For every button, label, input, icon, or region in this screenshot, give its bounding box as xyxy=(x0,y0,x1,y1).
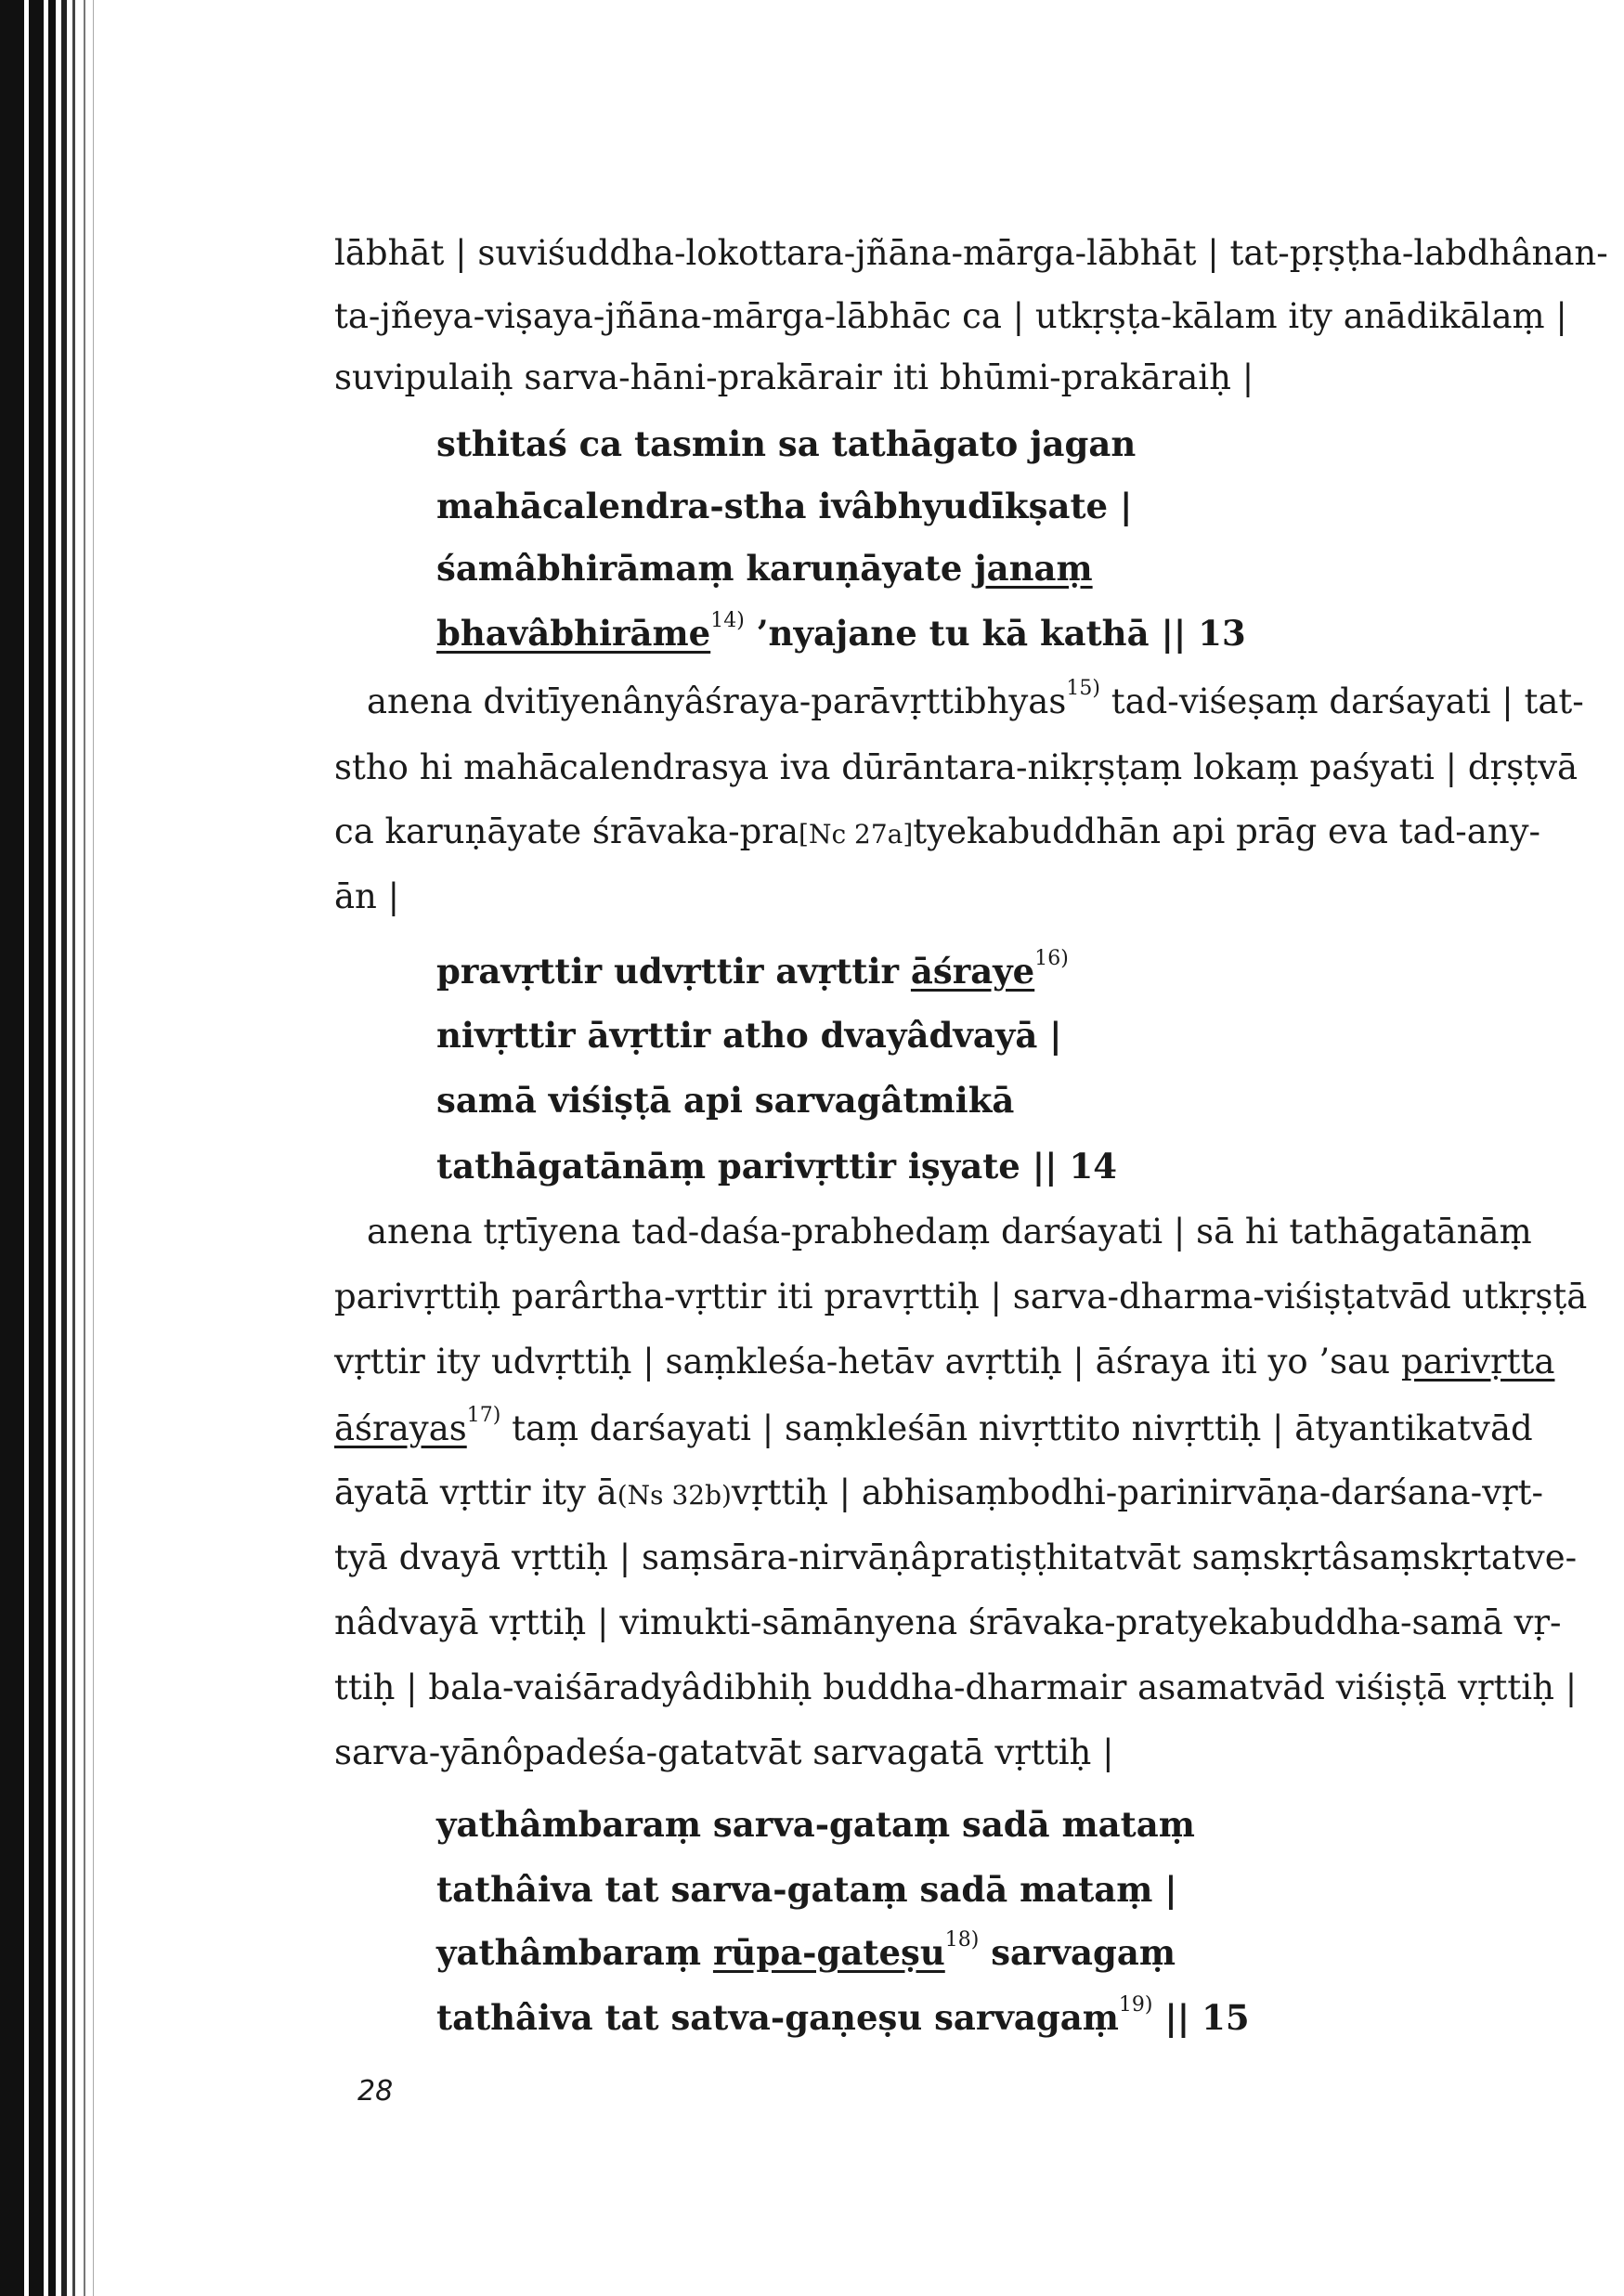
text-line: tyā dvayā vṛttiḥ | saṃsāra-nirvāṇâpratiṣṭhitatvāt saṃskṛtâsaṃskṛtatve- xyxy=(334,1537,1578,1577)
text-line: ān | xyxy=(334,876,400,916)
text-line: ta-jñeya-viṣaya-jñāna-mārga-lābhāc ca | utkṛṣṭa-kālam ity anādikālaṃ | xyxy=(334,296,1567,336)
manuscript-ref: (Ns 32b) xyxy=(617,1480,732,1511)
manuscript-ref: [Nc 27a] xyxy=(799,819,914,850)
text-line: suvipulaiḥ sarva-hāni-prakārair iti bhūmi-prakāraiḥ | xyxy=(334,357,1254,397)
text-line: ttiḥ | bala-vaiśāradyâdibhiḥ buddha-dharmair asamatvād viśiṣṭā vṛttiḥ | xyxy=(334,1667,1578,1707)
verse-line: tathâiva tat sarva-gataṃ sadā mataṃ | xyxy=(436,1869,1177,1910)
text-line: nâdvayā vṛttiḥ | vimukti-sāmānyena śrāvaka-pratyekabuddha-samā vṛ- xyxy=(334,1602,1562,1642)
footnote-marker: 19) xyxy=(1118,1993,1153,2017)
text-line: parivṛttiḥ parârtha-vṛttir iti pravṛttiḥ | sarva-dharma-viśiṣṭatvād utkṛṣṭā xyxy=(334,1277,1588,1317)
footnote-marker: 18) xyxy=(944,1928,980,1952)
page-number: 28 xyxy=(357,2075,394,2108)
verse-line: sthitaś ca tasmin sa tathāgato jagan xyxy=(436,423,1137,464)
verse-line: tathâiva tat satva-gaṇeṣu sarvagaṃ$^{19)}$ || 15 xyxy=(436,1993,1250,2038)
text-line: lābhāt | suviśuddha-lokottara-jñāna-mārga-lābhāt | tat-pṛṣṭha-labdhânan- xyxy=(334,233,1608,273)
verse-line: pravṛttir udvṛttir avṛttir āśraye$^{16)}$ xyxy=(436,947,1069,992)
verse-line: nivṛttir āvṛttir atho dvayâdvayā | xyxy=(436,1015,1062,1056)
text-line: āśrayas$^{17)}$ taṃ darśayati | saṃkleśān nivṛttito nivṛttiḥ | ātyantikatvād xyxy=(334,1404,1533,1448)
verse-line: tathāgatānāṃ parivṛttir iṣyate || 14 xyxy=(436,1146,1118,1187)
text-line: sarva-yānôpadeśa-gatatvāt sarvagatā vṛttiḥ | xyxy=(334,1732,1114,1772)
text-line: stho hi mahācalendrasya iva dūrāntara-nikṛṣṭaṃ lokaṃ paśyati | dṛṣṭvā xyxy=(334,747,1579,787)
footnote-marker: 15) xyxy=(1066,677,1100,701)
verse-line: bhavâbhirāme$^{14)}$ ’nyajane tu kā kathā || 13 xyxy=(436,609,1246,654)
text-line: anena dvitīyenânyâśraya-parāvṛttibhyas$^{15)}$ tad-viśeṣaṃ darśayati | tat- xyxy=(367,677,1584,721)
verse-line: śamâbhirāmaṃ karuṇāyate janaṃ xyxy=(436,548,1093,589)
text-line: anena tṛtīyena tad-daśa-prabhedaṃ darśayati | sā hi tathāgatānāṃ xyxy=(367,1212,1532,1252)
text-line: vṛttir ity udvṛttiḥ | saṃkleśa-hetāv avṛttiḥ | āśraya iti yo ’sau parivṛtta xyxy=(334,1342,1555,1381)
verse-line: samā viśiṣṭā api sarvagâtmikā xyxy=(436,1080,1015,1121)
footnote-marker: 17) xyxy=(466,1404,501,1428)
footnote-marker: 14) xyxy=(710,609,745,633)
verse-line: yathâmbaraṃ rūpa-gateṣu$^{18)}$ sarvagaṃ xyxy=(436,1928,1176,1973)
text-line: āyatā vṛttir ity ā(Ns 32b)vṛttiḥ | abhisaṃbodhi-parinirvāṇa-darśana-vṛt- xyxy=(334,1472,1544,1512)
verse-line: yathâmbaraṃ sarva-gataṃ sadā mataṃ xyxy=(436,1804,1195,1845)
footnote-marker: 16) xyxy=(1034,947,1069,971)
text-line: ca karuṇāyate śrāvaka-pra[Nc 27a]tyekabuddhān api prāg eva tad-any- xyxy=(334,811,1541,851)
verse-line: mahācalendra-stha ivâbhyudīkṣate | xyxy=(436,486,1133,526)
